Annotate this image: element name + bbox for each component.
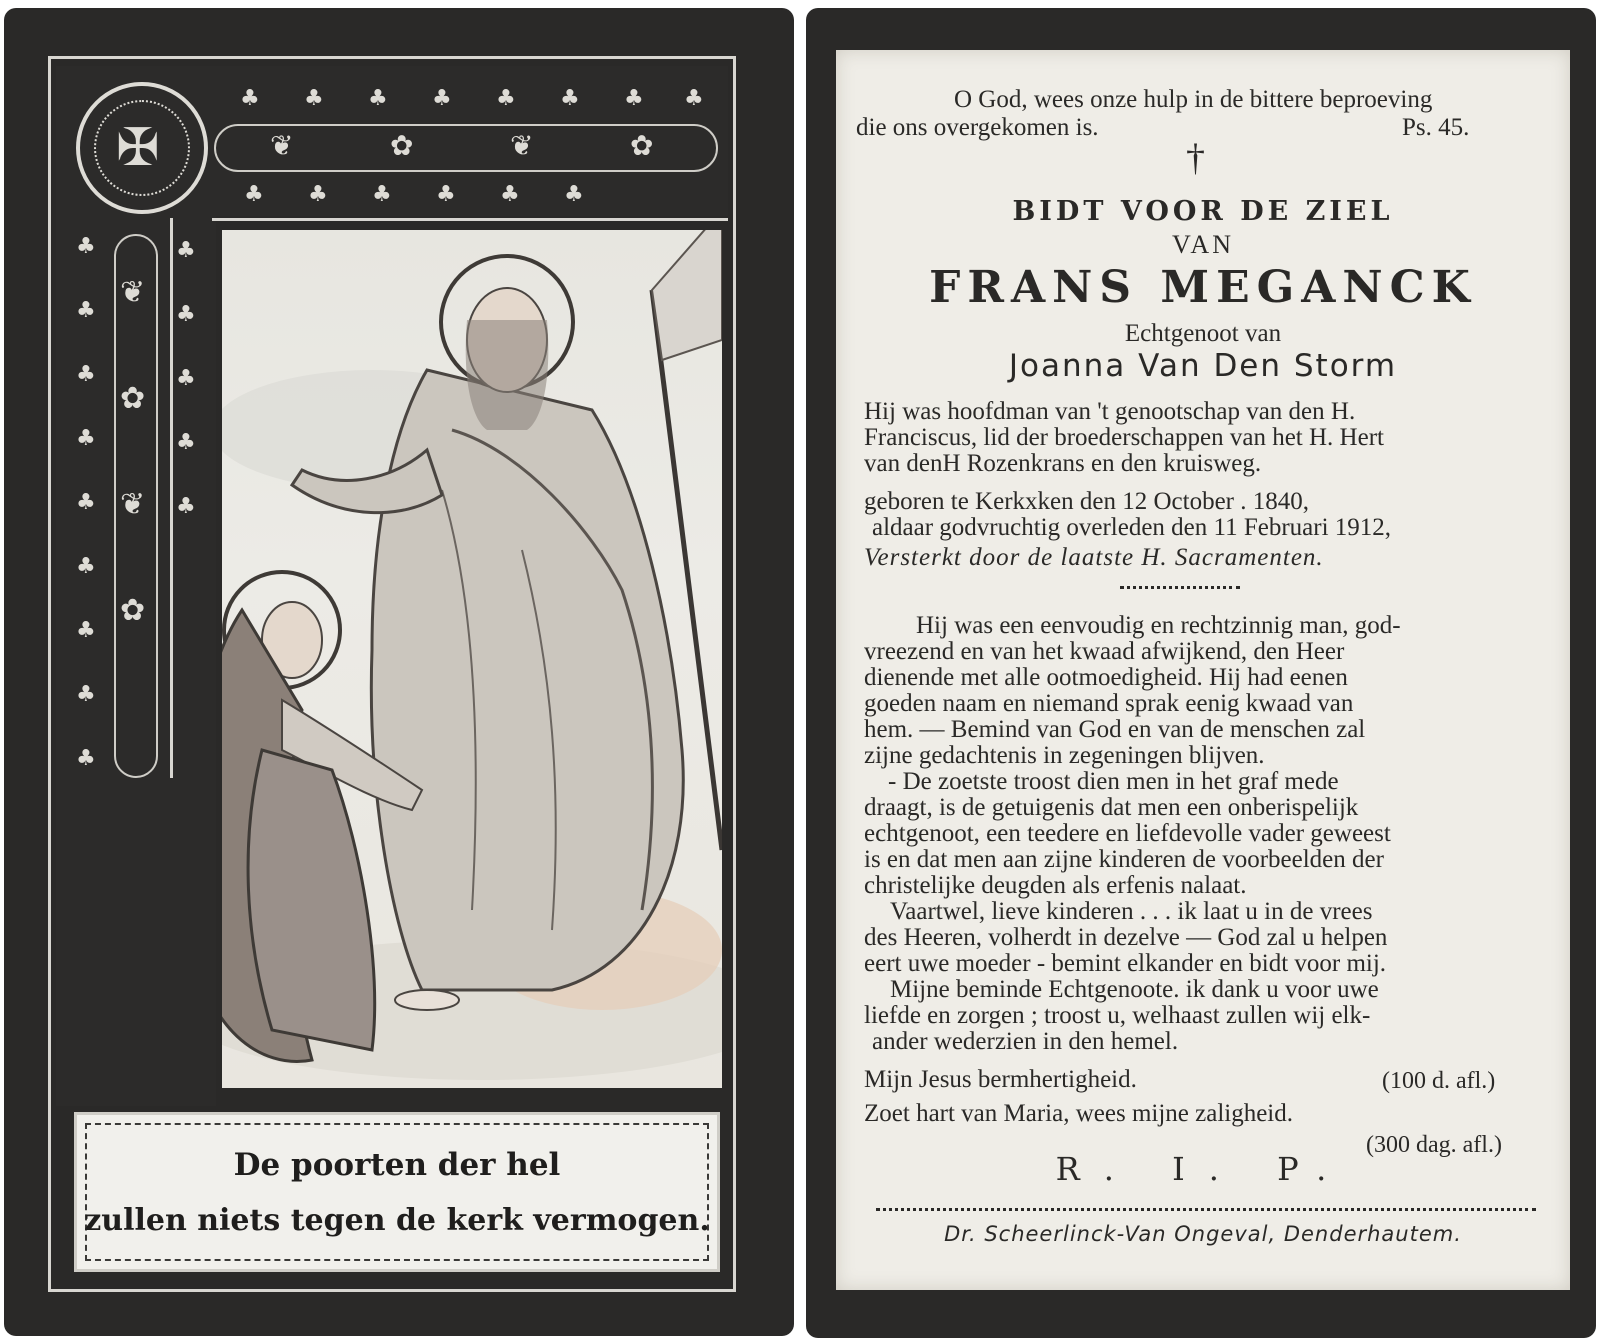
text-panel [836,50,1570,1290]
trefoil-ornament-icon: ♣ [372,182,392,207]
caption-box [74,1112,720,1272]
caption-line-2: zullen niets tegen de kerk vermogen. [84,1203,710,1238]
trefoil-ornament-icon: ♣ [244,182,264,207]
trefoil-ornament-icon: ♣ [560,86,580,111]
paragraph-line: ander wederzien in den hemel. [872,1028,1179,1055]
divider-dots [876,1208,1536,1211]
memorial-card-back [806,8,1596,1338]
indulgence-note-2: (300 dag. afl.) [1366,1132,1502,1158]
spouse-label: Echtgenoot van [1124,320,1282,347]
trefoil-ornament-icon: ♣ [76,234,96,259]
paragraph-line: zijne gedachtenis in zegeningen blijven. [864,742,1265,769]
memorial-card-front [4,8,794,1336]
trefoil-ornament-icon: ♣ [564,182,584,207]
death-line: aldaar godvruchtig overleden den 11 Februari 1912, [872,514,1392,541]
paragraph-line: draagt, is de getuigenis dat men een onberispelijk [864,794,1359,821]
bird-ornament-icon: ❦ [510,129,534,162]
heading-of: VAN [1172,230,1234,259]
trefoil-ornament-icon: ♣ [308,182,328,207]
paragraph-line: dienende met alle ootmoedigheid. Hij had eenen [864,664,1348,691]
trefoil-ornament-icon: ♣ [76,298,96,323]
devotional-illustration [222,230,722,1088]
inner-rule [212,218,728,221]
membership-line: Franciscus, lid der broederschappen van het H. Hert [864,424,1384,451]
spouse-name: Joanna Van Den Storm [1008,348,1398,384]
paragraph-line: is en dat men aan zijne kinderen de voorbeelden der [864,846,1384,873]
paragraph-line: eert uwe moeder - bemint elkander en bidt voor mij. [864,950,1387,977]
trefoil-ornament-icon: ♣ [76,682,96,707]
trefoil-ornament-icon: ♣ [76,426,96,451]
trefoil-ornament-icon: ♣ [76,490,96,515]
flower-ornament-icon: ✿ [120,593,146,628]
trefoil-ornament-icon: ♣ [304,86,324,111]
trefoil-ornament-icon: ♣ [624,86,644,111]
rip-line: R. I. P. [1055,1150,1351,1188]
divider-dots [1120,586,1240,589]
prayer-line-2: Zoet hart van Maria, wees mijne zaligheid. [864,1100,1294,1127]
caption-line-1: De poorten der hel [233,1147,561,1183]
cross-icon: ✠ [116,118,160,178]
paragraph-line: Mijne beminde Echtgenoote. ik dank u voor uwe [890,976,1379,1003]
bird-ornament-icon: ❦ [120,487,146,522]
trefoil-ornament-icon: ♣ [76,618,96,643]
sacraments-line: Versterkt door de laatste H. Sacramenten. [864,544,1324,571]
illustration-drawing [222,230,722,1088]
epigraph-line-1: O God, wees onze hulp in de bittere beproeving [954,86,1433,113]
trefoil-ornament-icon: ♣ [496,86,516,111]
flower-ornament-icon: ✿ [390,129,414,162]
flower-ornament-icon: ✿ [630,129,654,162]
trefoil-ornament-icon: ♣ [684,86,704,111]
bird-ornament-icon: ❦ [120,275,146,310]
epigraph-line-2: die ons overgekomen is. [856,114,1099,141]
paragraph-line: goeden naam en niemand sprak eenig kwaad van [864,690,1354,717]
paragraph-line: vreezend en van het kwaad afwijkend, den Heer [864,638,1345,665]
trefoil-ornament-icon: ♣ [76,554,96,579]
paragraph-line: des Heeren, volherdt in dezelve — God zal u helpen [864,924,1388,951]
trefoil-ornament-icon: ♣ [176,494,196,519]
paragraph-line: christelijke deugden als erfenis nalaat. [864,872,1247,899]
trefoil-ornament-icon: ♣ [368,86,388,111]
bird-ornament-icon: ❦ [270,129,294,162]
paragraph-line: Vaartwel, lieve kinderen . . . ik laat u in de vrees [890,898,1373,925]
birth-line: geboren te Kerkxken den 12 October . 1840, [864,488,1309,515]
paragraph-line: - De zoetste troost dien men in het graf mede [888,768,1339,795]
trefoil-ornament-icon: ♣ [240,86,260,111]
epigraph-reference: Ps. 45. [1402,114,1470,141]
trefoil-ornament-icon: ♣ [500,182,520,207]
inner-rule [170,218,173,778]
paragraph-line: liefde en zorgen ; troost u, welhaast zullen wij elk- [864,1002,1371,1029]
caption-decorative-border [85,1123,709,1261]
trefoil-ornament-icon: ♣ [76,362,96,387]
paragraph-line: Hij was een eenvoudig en rechtzinnig man, god- [916,612,1401,639]
trefoil-ornament-icon: ♣ [176,366,196,391]
indulgence-note-1: (100 d. afl.) [1382,1068,1496,1094]
cross-icon: † [1186,137,1205,179]
trefoil-ornament-icon: ♣ [436,182,456,207]
trefoil-ornament-icon: ♣ [176,302,196,327]
membership-line: van denH Rozenkrans en den kruisweg. [864,450,1262,477]
printer-credit: Dr. Scheerlinck-Van Ongeval, Denderhautem. [944,1222,1462,1246]
paragraph-line: echtgenoot, een teedere en liefdevolle vader geweest [864,820,1391,847]
deceased-name: FRANS MEGANCK [929,262,1477,313]
trefoil-ornament-icon: ♣ [76,746,96,771]
paragraph-line: hem. — Bemind van God en van de menschen zal [864,716,1366,743]
trefoil-ornament-icon: ♣ [176,238,196,263]
membership-line: Hij was hoofdman van 't genootschap van den H. [864,398,1356,425]
heading-pray: BIDT VOOR DE ZIEL [1012,196,1394,227]
trefoil-ornament-icon: ♣ [176,430,196,455]
flower-ornament-icon: ✿ [120,381,146,416]
prayer-line-1: Mijn Jesus bermhertigheid. [864,1066,1137,1093]
trefoil-ornament-icon: ♣ [432,86,452,111]
